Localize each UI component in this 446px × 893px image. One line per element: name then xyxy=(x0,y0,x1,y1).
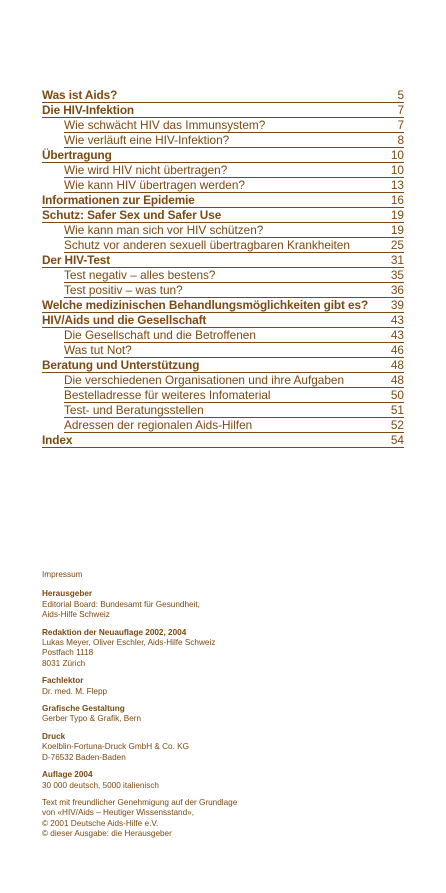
imprint-label: Grafische Gestaltung xyxy=(42,704,125,714)
imprint-text-line: von «HIV/Aids – Heutiger Wissensstand», xyxy=(42,808,194,818)
imprint-text-line: Gerber Typo & Grafik, Bern xyxy=(42,714,142,724)
toc-entry-page-number: 39 xyxy=(390,298,404,312)
imprint-block xyxy=(42,628,372,670)
toc-entry-page-number: 54 xyxy=(390,433,404,447)
toc-entry-page-number: 46 xyxy=(390,343,404,357)
toc-entry-page-number: 7 xyxy=(397,103,404,117)
toc-entry-page-number: 10 xyxy=(390,163,404,177)
toc-section-entry[interactable] xyxy=(64,118,404,133)
imprint-block xyxy=(42,770,372,791)
toc-entry-title: Wie schwächt HIV das Immunsystem? xyxy=(64,118,266,132)
toc-section-entry[interactable] xyxy=(64,178,404,193)
toc-chapter-entry[interactable] xyxy=(42,103,404,118)
toc-entry-title: Wie kann man sich vor HIV schützen? xyxy=(64,223,264,237)
toc-entry-page-number: 16 xyxy=(390,193,404,207)
imprint xyxy=(42,570,372,847)
toc-entry-page-number: 13 xyxy=(390,178,404,192)
toc-section-entry[interactable] xyxy=(64,163,404,178)
imprint-block xyxy=(42,732,372,763)
imprint-text-line: Dr. med. M. Flepp xyxy=(42,686,108,696)
toc-entry-title: Die HIV-Infektion xyxy=(42,103,135,117)
toc-section-entry[interactable] xyxy=(64,238,404,253)
toc-chapter-entry[interactable] xyxy=(42,313,404,328)
toc-entry-title: Die verschiedenen Organisationen und ihre Aufgaben xyxy=(64,373,345,387)
toc-entry-page-number: 50 xyxy=(390,388,404,402)
toc-chapter-entry[interactable] xyxy=(42,193,404,208)
toc-entry-title: Schutz vor anderen sexuell übertragbaren Krankheiten xyxy=(64,238,350,252)
toc-entry-page-number: 5 xyxy=(397,88,404,102)
toc-entry-page-number: 19 xyxy=(390,208,404,222)
toc-entry-page-number: 7 xyxy=(397,118,404,132)
imprint-block xyxy=(42,676,372,697)
toc-entry-page-number: 35 xyxy=(390,268,404,282)
imprint-text-line: © dieser Ausgabe: die Herausgeber xyxy=(42,829,172,839)
toc-entry-title: Index xyxy=(42,433,73,447)
toc-entry-page-number: 8 xyxy=(397,133,404,147)
toc-section-entry[interactable] xyxy=(64,223,404,238)
imprint-text-line: Aids-Hilfe Schweiz xyxy=(42,610,110,620)
toc-entry-title: Test positiv – was tun? xyxy=(64,283,183,297)
toc-chapter-entry[interactable] xyxy=(42,253,404,268)
toc-chapter-entry[interactable] xyxy=(42,433,404,448)
toc-entry-page-number: 31 xyxy=(390,253,404,267)
toc-section-entry[interactable] xyxy=(64,403,404,418)
toc-chapter-entry[interactable] xyxy=(42,148,404,163)
toc-entry-title: Beratung und Unterstützung xyxy=(42,358,200,372)
toc-section-entry[interactable] xyxy=(64,343,404,358)
imprint-text-line: © 2001 Deutsche Aids-Hilfe e.V. xyxy=(42,818,159,828)
toc-entry-title: Test negativ – alles bestens? xyxy=(64,268,216,282)
imprint-label: Redaktion der Neuauflage 2002, 2004 xyxy=(42,627,187,637)
imprint-label: Herausgeber xyxy=(42,589,93,599)
imprint-text-line: 8031 Zürich xyxy=(42,658,86,668)
table-of-contents xyxy=(42,88,404,448)
imprint-text-line: Koelblin-Fortuna-Druck GmbH & Co. KG xyxy=(42,742,189,752)
toc-section-entry[interactable] xyxy=(64,373,404,388)
toc-entry-page-number: 48 xyxy=(390,358,404,372)
imprint-block xyxy=(42,589,372,620)
toc-section-entry[interactable] xyxy=(64,328,404,343)
toc-section-entry[interactable] xyxy=(64,283,404,298)
toc-entry-page-number: 25 xyxy=(390,238,404,252)
toc-entry-page-number: 48 xyxy=(390,373,404,387)
toc-chapter-entry[interactable] xyxy=(42,208,404,223)
toc-entry-title: Wie wird HIV nicht übertragen? xyxy=(64,163,228,177)
toc-entry-title: Was ist Aids? xyxy=(42,88,118,102)
toc-section-entry[interactable] xyxy=(64,418,404,433)
toc-entry-page-number: 10 xyxy=(390,148,404,162)
toc-entry-title: Die Gesellschaft und die Betroffenen xyxy=(64,328,256,342)
imprint-block xyxy=(42,798,372,840)
toc-section-entry[interactable] xyxy=(64,133,404,148)
imprint-text-line: Lukas Meyer, Oliver Eschler, Aids-Hilfe Schweiz xyxy=(42,638,216,648)
toc-chapter-entry[interactable] xyxy=(42,298,404,313)
toc-entry-page-number: 51 xyxy=(390,403,404,417)
toc-entry-title: HIV/Aids und die Gesellschaft xyxy=(42,313,207,327)
toc-entry-title: Adressen der regionalen Aids-Hilfen xyxy=(64,418,253,432)
imprint-label: Fachlektor xyxy=(42,676,84,686)
toc-entry-title: Test- und Beratungsstellen xyxy=(64,403,204,417)
toc-chapter-entry[interactable] xyxy=(42,88,404,103)
imprint-text-line: Postfach 1118 xyxy=(42,648,94,658)
imprint-label: Auflage 2004 xyxy=(42,770,93,780)
toc-section-entry[interactable] xyxy=(64,268,404,283)
toc-section-entry[interactable] xyxy=(64,388,404,403)
toc-entry-title: Schutz: Safer Sex und Safer Use xyxy=(42,208,222,222)
imprint-label: Druck xyxy=(42,731,66,741)
imprint-blocks xyxy=(42,589,372,839)
toc-entry-page-number: 43 xyxy=(390,313,404,327)
imprint-text-line: D-76532 Baden-Baden xyxy=(42,752,126,762)
imprint-text-line: Text mit freundlicher Genehmigung auf der Grundlage xyxy=(42,797,238,807)
toc-entry-page-number: 52 xyxy=(390,418,404,432)
toc-entry-page-number: 43 xyxy=(390,328,404,342)
toc-chapter-entry[interactable] xyxy=(42,358,404,373)
imprint-block xyxy=(42,704,372,725)
toc-entry-page-number: 19 xyxy=(390,223,404,237)
toc-entry-title: Was tut Not? xyxy=(64,343,132,357)
imprint-heading: Impressum xyxy=(42,570,83,579)
toc-entry-title: Welche medizinischen Behandlungsmöglichkeiten gibt es? xyxy=(42,298,369,312)
toc-entry-title: Der HIV-Test xyxy=(42,253,111,267)
toc-entry-title: Übertragung xyxy=(42,148,112,162)
imprint-text-line: 30 000 deutsch, 5000 italienisch xyxy=(42,780,159,790)
imprint-text-line: Editorial Board: Bundesamt für Gesundheit, xyxy=(42,599,200,609)
toc-entry-page-number: 36 xyxy=(390,283,404,297)
toc-entry-title: Wie kann HIV übertragen werden? xyxy=(64,178,245,192)
toc-entry-title: Informationen zur Epidemie xyxy=(42,193,195,207)
toc-entry-title: Bestelladresse für weiteres Infomaterial xyxy=(64,388,271,402)
toc-entry-title: Wie verläuft eine HIV-Infektion? xyxy=(64,133,230,147)
